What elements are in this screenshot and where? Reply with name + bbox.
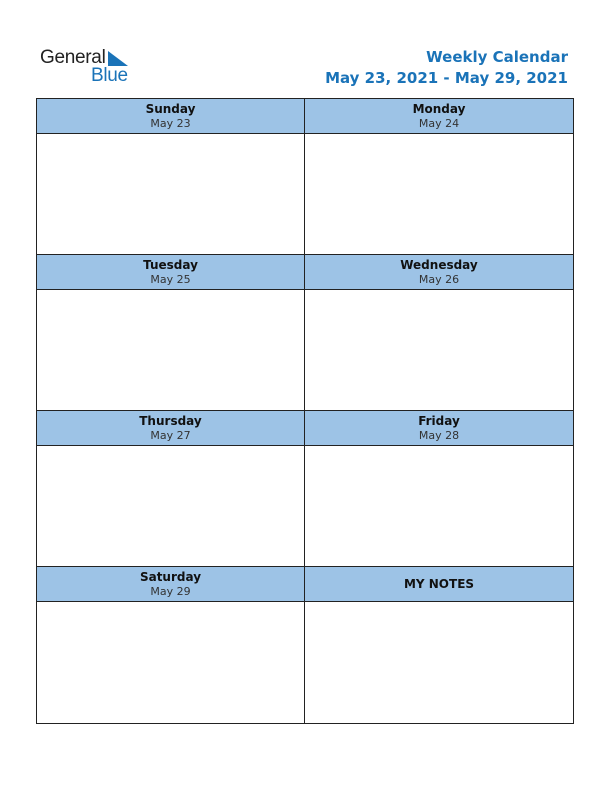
notes-cell: [305, 567, 573, 723]
day-name: Wednesday: [400, 257, 478, 272]
day-header: [305, 255, 573, 290]
day-body[interactable]: [305, 134, 573, 254]
day-date: May 26: [418, 272, 460, 286]
day-header: [37, 411, 304, 446]
day-cell-thursday: [37, 411, 305, 567]
logo-text-blue: Blue: [91, 65, 128, 86]
day-body[interactable]: [37, 134, 304, 254]
day-cell-wednesday: [305, 255, 573, 411]
day-header: [37, 99, 304, 134]
day-cell-friday: [305, 411, 573, 567]
day-date: May 28: [418, 428, 460, 442]
day-name: Sunday: [145, 101, 196, 116]
day-header: [305, 411, 573, 446]
day-cell-saturday: [37, 567, 305, 723]
day-date: May 27: [150, 428, 191, 442]
day-name: Thursday: [139, 413, 202, 428]
page-title: Weekly Calendar: [426, 48, 568, 66]
logo-triangle-icon: [108, 51, 128, 66]
calendar-header: [325, 47, 568, 88]
week-grid: [36, 98, 574, 724]
day-date: May 24: [418, 116, 460, 130]
general-blue-logo: [40, 47, 140, 87]
day-date: May 25: [150, 272, 191, 286]
day-cell-monday: [305, 99, 573, 255]
logo-text-general: General: [40, 47, 106, 68]
date-range: May 23, 2021 - May 29, 2021: [325, 69, 568, 87]
day-body[interactable]: [305, 446, 573, 566]
day-date: May 29: [150, 584, 191, 598]
day-body[interactable]: [305, 290, 573, 410]
notes-body[interactable]: [305, 602, 573, 723]
day-body[interactable]: [37, 602, 304, 723]
day-date: May 23: [150, 116, 191, 130]
day-cell-tuesday: [37, 255, 305, 411]
day-body[interactable]: [37, 290, 304, 410]
day-header: [37, 567, 304, 602]
notes-header: [305, 567, 573, 602]
day-header: [37, 255, 304, 290]
day-name: Monday: [412, 101, 466, 116]
day-name: Friday: [418, 413, 460, 428]
notes-title: MY NOTES: [403, 577, 475, 591]
day-header: [305, 99, 573, 134]
day-name: Tuesday: [143, 257, 198, 272]
day-cell-sunday: [37, 99, 305, 255]
day-name: Saturday: [139, 569, 202, 584]
day-body[interactable]: [37, 446, 304, 566]
